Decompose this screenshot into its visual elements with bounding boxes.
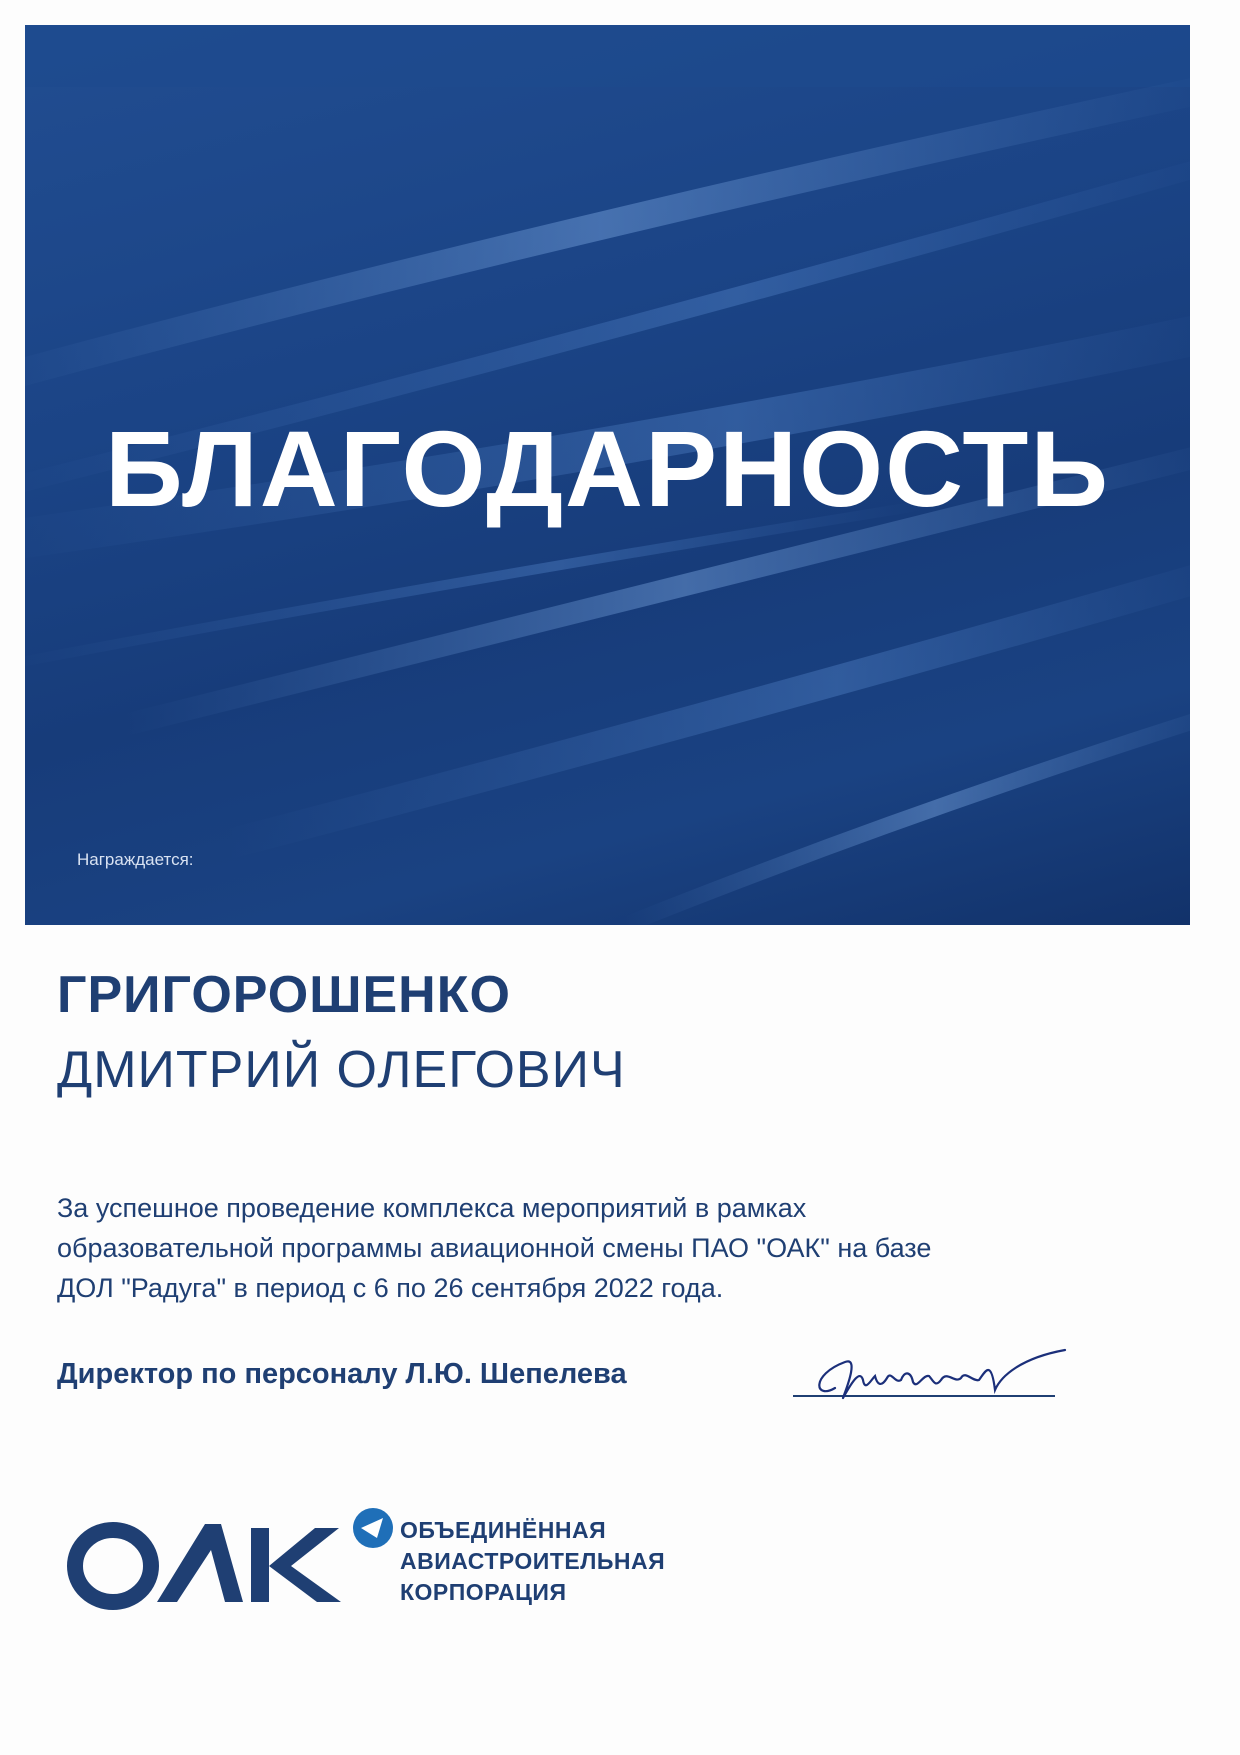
certificate-title: БЛАГОДАРНОСТЬ [105,408,1110,529]
handwritten-signature [805,1340,1085,1410]
oak-logo-icon [65,1500,395,1610]
reason-line-2: образовательной программы авиационной смены ПАО "ОАК" на базе [57,1233,932,1263]
recipient-surname: ГРИГОРОШЕНКО [57,966,511,1024]
company-name [400,1515,665,1608]
signatory: Директор по персоналу Л.Ю. Шепелева [57,1358,627,1390]
recipient-name: ДМИТРИЙ ОЛЕГОВИЧ [57,1041,626,1099]
reason-line-1: За успешное проведение комплекса мероприятий в рамках [57,1193,807,1223]
awarded-label: Награждается: [77,850,194,869]
company-name-line-2: АВИАСТРОИТЕЛЬНАЯ [400,1548,666,1574]
award-reason [57,1188,1177,1308]
reason-line-3: ДОЛ "Радуга" в период с 6 по 26 сентября 2022 года. [57,1273,724,1303]
company-name-line-1: ОБЪЕДИНЁННАЯ [400,1517,607,1543]
company-name-line-3: КОРПОРАЦИЯ [400,1579,567,1605]
header-banner [25,25,1190,925]
